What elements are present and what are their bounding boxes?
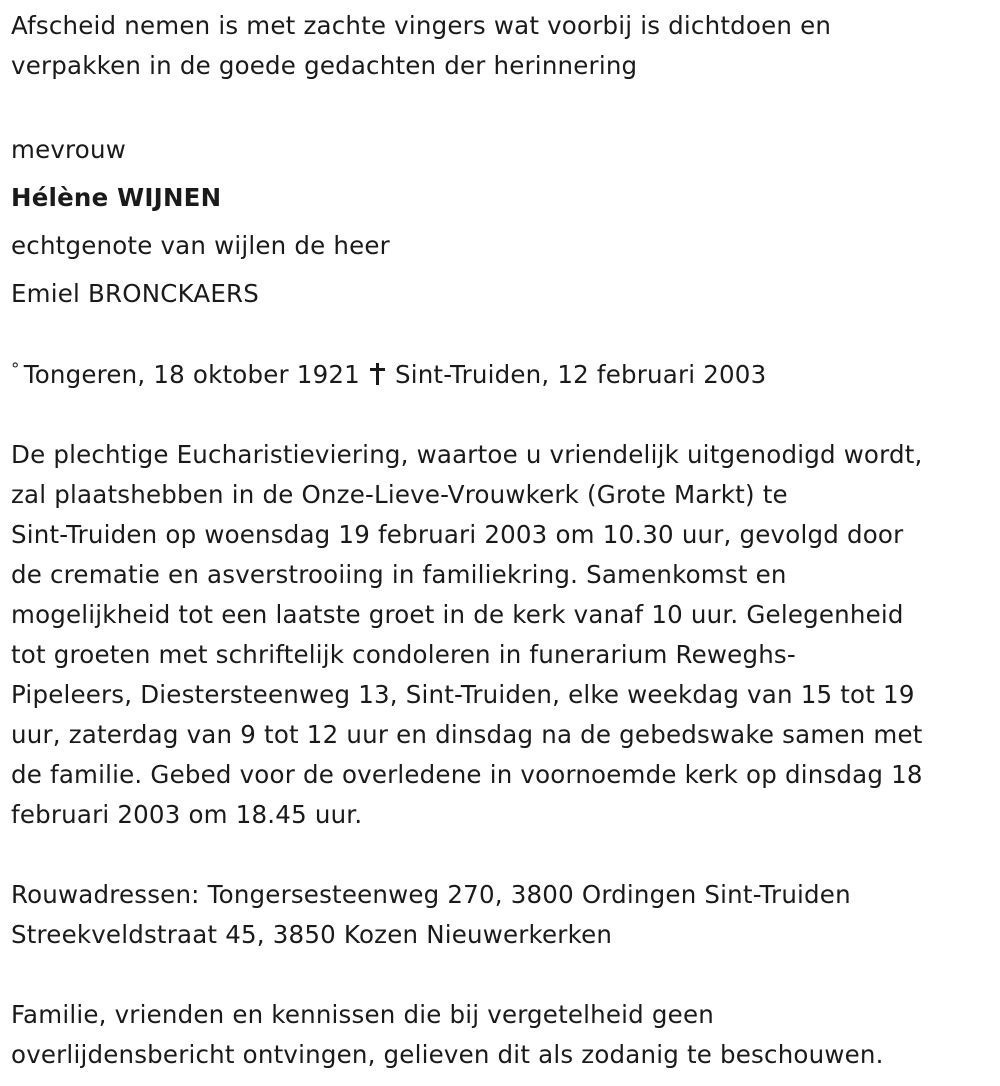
closing-line: overlijdensbericht ontvingen, gelieven dit als zodanig te beschouwen. bbox=[11, 1040, 884, 1069]
deceased-title: mevrouw bbox=[11, 135, 126, 164]
ceremony-line: de crematie en asverstrooiing in familiekring. Samenkomst en bbox=[11, 560, 787, 589]
ceremony-line: De plechtige Eucharistieviering, waartoe u vriendelijk uitgenodigd wordt, bbox=[11, 440, 923, 469]
motto-line: Afscheid nemen is met zachte vingers wat voorbij is dichtdoen en bbox=[11, 11, 832, 40]
closing-line: Familie, vrienden en kennissen die bij vergetelheid geen bbox=[11, 1000, 714, 1029]
spacer bbox=[11, 318, 1000, 350]
ceremony-line: februari 2003 om 18.45 uur. bbox=[11, 800, 363, 829]
motto bbox=[11, 6, 1000, 86]
life-dates bbox=[11, 350, 1000, 395]
cross-icon bbox=[370, 363, 384, 385]
birth-date: Tongeren, 18 oktober 1921 bbox=[23, 360, 360, 389]
ceremony-line: de familie. Gebed voor de overledene in voornoemde kerk op dinsdag 18 bbox=[11, 760, 923, 789]
spacer bbox=[11, 86, 1000, 126]
spacer bbox=[11, 835, 1000, 875]
spacer bbox=[11, 395, 1000, 435]
ceremony-line: mogelijkheid tot een laatste groet in de kerk vanaf 10 uur. Gelegenheid bbox=[11, 600, 904, 629]
spacer bbox=[11, 955, 1000, 995]
birth-symbol: ° bbox=[11, 360, 20, 380]
ceremony-line: zal plaatshebben in de Onze-Lieve-Vrouwkerk (Grote Markt) te bbox=[11, 480, 788, 509]
closing-paragraph bbox=[11, 995, 1000, 1075]
death-date: Sint-Truiden, 12 februari 2003 bbox=[394, 360, 767, 389]
deceased-block bbox=[11, 126, 1000, 318]
ceremony-line: tot groeten met schriftelijk condoleren in funerarium Reweghs- bbox=[11, 640, 796, 669]
ceremony-line: Sint-Truiden op woensdag 19 februari 2003 om 10.30 uur, gevolgd door bbox=[11, 520, 904, 549]
ceremony-line: Pipeleers, Diestersteenweg 13, Sint-Truiden, elke weekdag van 15 tot 19 bbox=[11, 680, 915, 709]
mourning-addresses bbox=[11, 875, 1000, 955]
motto-line: verpakken in de goede gedachten der herinnering bbox=[11, 51, 638, 80]
deceased-name: Hélène WIJNEN bbox=[11, 183, 222, 212]
ceremony-line: uur, zaterdag van 9 tot 12 uur en dinsdag na de gebedswake samen met bbox=[11, 720, 923, 749]
address-line: Rouwadressen: Tongersesteenweg 270, 3800 Ordingen Sint-Truiden bbox=[11, 880, 851, 909]
deceased-relation: echtgenote van wijlen de heer bbox=[11, 231, 390, 260]
spouse-name: Emiel BRONCKAERS bbox=[11, 279, 260, 308]
address-line: Streekveldstraat 45, 3850 Kozen Nieuwerkerken bbox=[11, 920, 613, 949]
ceremony-paragraph bbox=[11, 435, 1000, 835]
